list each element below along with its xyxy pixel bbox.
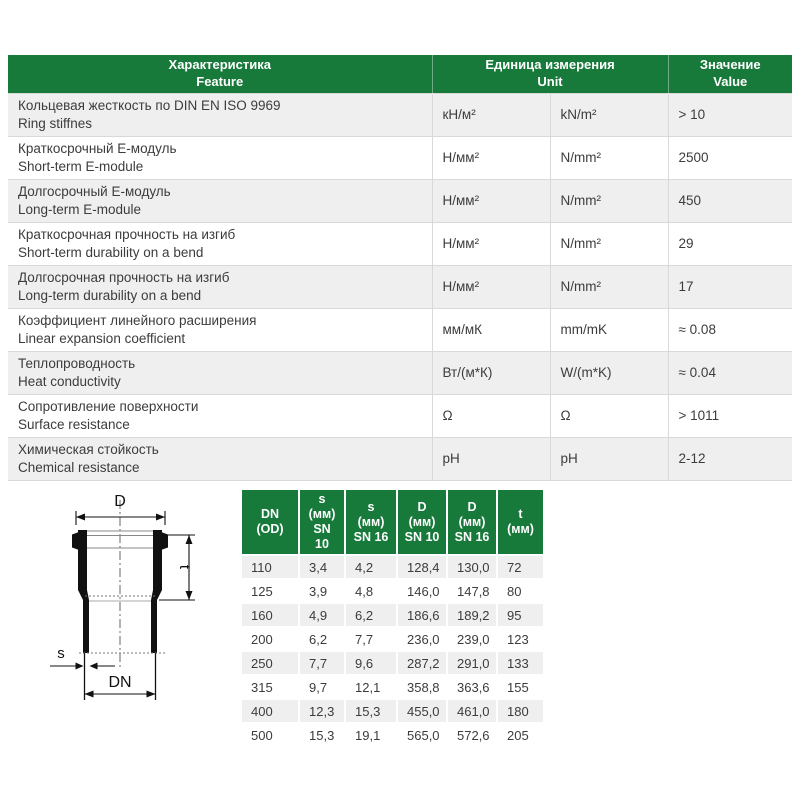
property-row (8, 222, 792, 265)
dimension-cell: 9,6 (345, 651, 397, 675)
property-feature-ru: Химическая стойкость (18, 441, 159, 457)
property-unit-en-cell: pH (550, 437, 668, 480)
dimension-row (241, 651, 544, 675)
dimension-cell: 155 (497, 675, 544, 699)
property-value-cell: ≈ 0.08 (668, 308, 792, 351)
property-value-cell: 17 (668, 265, 792, 308)
properties-table-body (8, 93, 792, 480)
dimension-cell: 189,2 (447, 603, 497, 627)
d-arrowhead-right (156, 514, 165, 521)
property-row (8, 93, 792, 136)
dimension-cell: 6,2 (299, 627, 345, 651)
dimension-cell: 7,7 (345, 627, 397, 651)
property-feature-en: Surface resistance (18, 416, 130, 432)
dimension-cell: 4,8 (345, 579, 397, 603)
property-feature-en: Chemical resistance (18, 459, 140, 475)
dimension-cell: 4,2 (345, 555, 397, 579)
property-value-cell: ˃ 1011 (668, 394, 792, 437)
dimension-cell: 80 (497, 579, 544, 603)
property-feature-ru: Долгосрочный Е-модуль (18, 183, 171, 199)
dimension-cell: 146,0 (397, 579, 447, 603)
property-feature-ru: Коэффициент линейного расширения (18, 312, 257, 328)
property-unit-en-cell: N/mm² (550, 222, 668, 265)
dn-arrowhead-right (147, 691, 156, 698)
dimension-cell: 12,1 (345, 675, 397, 699)
dimension-row (241, 603, 544, 627)
dimension-cell: 130,0 (447, 555, 497, 579)
property-unit-ru-cell: Н/мм² (432, 265, 550, 308)
property-row (8, 136, 792, 179)
property-row (8, 394, 792, 437)
dimensions-header-cell: t (мм) (497, 489, 544, 555)
dimension-row (241, 579, 544, 603)
property-feature-en: Short-term E-module (18, 158, 144, 174)
dimensions-header-cell: D (мм) SN 16 (447, 489, 497, 555)
dimension-cell: 358,8 (397, 675, 447, 699)
dn-arrowhead-left (85, 691, 94, 698)
property-unit-en-cell: N/mm² (550, 136, 668, 179)
dimension-cell: 363,6 (447, 675, 497, 699)
dimension-cell: 200 (241, 627, 299, 651)
property-unit-ru-cell: Н/мм² (432, 222, 550, 265)
property-unit-en-cell: N/mm² (550, 179, 668, 222)
pipe-diagram (40, 486, 240, 758)
dimension-cell: 461,0 (447, 699, 497, 723)
header-unit-en: Unit (537, 73, 563, 89)
property-unit-en-cell: W/(m*K) (550, 351, 668, 394)
property-feature-en: Short-term durability on a bend (18, 244, 204, 260)
dimension-cell: 160 (241, 603, 299, 627)
property-feature-ru: Краткосрочная прочность на изгиб (18, 226, 236, 242)
property-value-cell: 450 (668, 179, 792, 222)
t-arrowhead-up (186, 535, 193, 544)
dimension-cell: 19,1 (345, 723, 397, 747)
dimension-cell: 180 (497, 699, 544, 723)
dimensions-header-cell: s (мм) SN 16 (345, 489, 397, 555)
property-feature-cell (8, 136, 432, 179)
property-value-cell: 2500 (668, 136, 792, 179)
property-unit-ru-cell: Ω (432, 394, 550, 437)
property-unit-en-cell: Ω (550, 394, 668, 437)
property-feature-cell (8, 394, 432, 437)
property-row (8, 437, 792, 480)
dimension-cell: 572,6 (447, 723, 497, 747)
dimension-cell: 3,4 (299, 555, 345, 579)
property-value-cell: ≈ 0.04 (668, 351, 792, 394)
dimension-cell: 15,3 (345, 699, 397, 723)
properties-header-row (8, 55, 792, 93)
t-arrowhead-down (186, 591, 193, 600)
dimension-cell: 133 (497, 651, 544, 675)
dimension-label-s: s (57, 645, 65, 662)
dimension-cell: 239,0 (447, 627, 497, 651)
property-unit-en-cell: kN/m² (550, 93, 668, 136)
dimensions-table (240, 488, 545, 748)
property-unit-ru-cell: кН/м² (432, 93, 550, 136)
property-row (8, 265, 792, 308)
dimension-cell: 291,0 (447, 651, 497, 675)
dimension-cell: 95 (497, 603, 544, 627)
header-feature-en: Feature (196, 73, 244, 89)
dimension-cell: 128,4 (397, 555, 447, 579)
property-feature-ru: Краткосрочный Е-модуль (18, 140, 177, 156)
property-feature-cell (8, 93, 432, 136)
dimension-cell: 186,6 (397, 603, 447, 627)
property-unit-en-cell: N/mm² (550, 265, 668, 308)
dimension-row (241, 675, 544, 699)
s-arrowhead-right (76, 663, 84, 670)
dimensions-header-cell: D (мм) SN 10 (397, 489, 447, 555)
dimension-cell: 147,8 (447, 579, 497, 603)
property-feature-ru: Теплопроводность (18, 355, 136, 371)
dimension-cell: 15,3 (299, 723, 345, 747)
header-value-ru: Значение (699, 57, 761, 72)
property-unit-ru-cell: мм/мК (432, 308, 550, 351)
header-feature-ru: Характеристика (168, 57, 271, 72)
property-row (8, 351, 792, 394)
header-unit-ru: Единица измерения (485, 57, 615, 72)
dimension-cell: 565,0 (397, 723, 447, 747)
dimension-cell: 3,9 (299, 579, 345, 603)
property-value-cell: 29 (668, 222, 792, 265)
dimension-label-dn: DN (108, 674, 132, 691)
pipe-right-flange (161, 532, 168, 550)
dimension-cell: 500 (241, 723, 299, 747)
dimension-cell: 205 (497, 723, 544, 747)
property-feature-en: Long-term durability on a bend (18, 287, 202, 303)
property-feature-cell (8, 308, 432, 351)
dimensions-header-cell: s (мм) SN 10 (299, 489, 345, 555)
property-feature-cell (8, 351, 432, 394)
property-feature-ru: Долгосрочная прочность на изгиб (18, 269, 230, 285)
property-unit-ru-cell: pH (432, 437, 550, 480)
dimension-cell: 7,7 (299, 651, 345, 675)
property-unit-en-cell: mm/mK (550, 308, 668, 351)
dimension-cell: 455,0 (397, 699, 447, 723)
dimensions-table-body (241, 555, 544, 747)
dimension-cell: 12,3 (299, 699, 345, 723)
property-feature-en: Linear expansion coefficient (18, 330, 186, 346)
dimension-cell: 110 (241, 555, 299, 579)
properties-table (8, 55, 792, 481)
property-feature-cell (8, 265, 432, 308)
header-unit (432, 55, 668, 93)
dimension-cell: 9,7 (299, 675, 345, 699)
property-unit-ru-cell: Н/мм² (432, 179, 550, 222)
property-row (8, 179, 792, 222)
property-unit-ru-cell: Вт/(м*К) (432, 351, 550, 394)
property-unit-ru-cell: Н/мм² (432, 136, 550, 179)
dimension-row (241, 555, 544, 579)
dimension-cell: 287,2 (397, 651, 447, 675)
dimensions-header-row (241, 489, 544, 555)
dimension-cell: 72 (497, 555, 544, 579)
dimension-row (241, 723, 544, 747)
property-feature-cell (8, 222, 432, 265)
property-feature-cell (8, 179, 432, 222)
dimension-cell: 236,0 (397, 627, 447, 651)
dimension-cell: 6,2 (345, 603, 397, 627)
property-feature-cell (8, 437, 432, 480)
dimension-row (241, 699, 544, 723)
property-row (8, 308, 792, 351)
property-feature-en: Long-term E-module (18, 201, 142, 217)
property-feature-ru: Сопротивление поверхности (18, 398, 199, 414)
property-feature-en: Ring stiffnes (18, 115, 93, 131)
dimension-cell: 250 (241, 651, 299, 675)
property-value-cell: ˃ 10 (668, 93, 792, 136)
dimensions-header-cell: DN (OD) (241, 489, 299, 555)
dimension-cell: 123 (497, 627, 544, 651)
dimension-cell: 315 (241, 675, 299, 699)
pipe-left-flange (72, 532, 79, 550)
dimension-label-t: t (176, 564, 193, 570)
dimension-cell: 4,9 (299, 603, 345, 627)
dimension-cell: 125 (241, 579, 299, 603)
property-feature-ru: Кольцевая жесткость по DIN EN ISO 9969 (18, 97, 281, 113)
header-value-en: Value (713, 73, 748, 89)
header-feature (8, 55, 432, 93)
dimension-cell: 400 (241, 699, 299, 723)
dimension-label-d: D (114, 493, 126, 510)
d-arrowhead-left (76, 514, 85, 521)
property-value-cell: 2-12 (668, 437, 792, 480)
header-value (668, 55, 792, 93)
dimension-row (241, 627, 544, 651)
property-feature-en: Heat conductivity (18, 373, 121, 389)
